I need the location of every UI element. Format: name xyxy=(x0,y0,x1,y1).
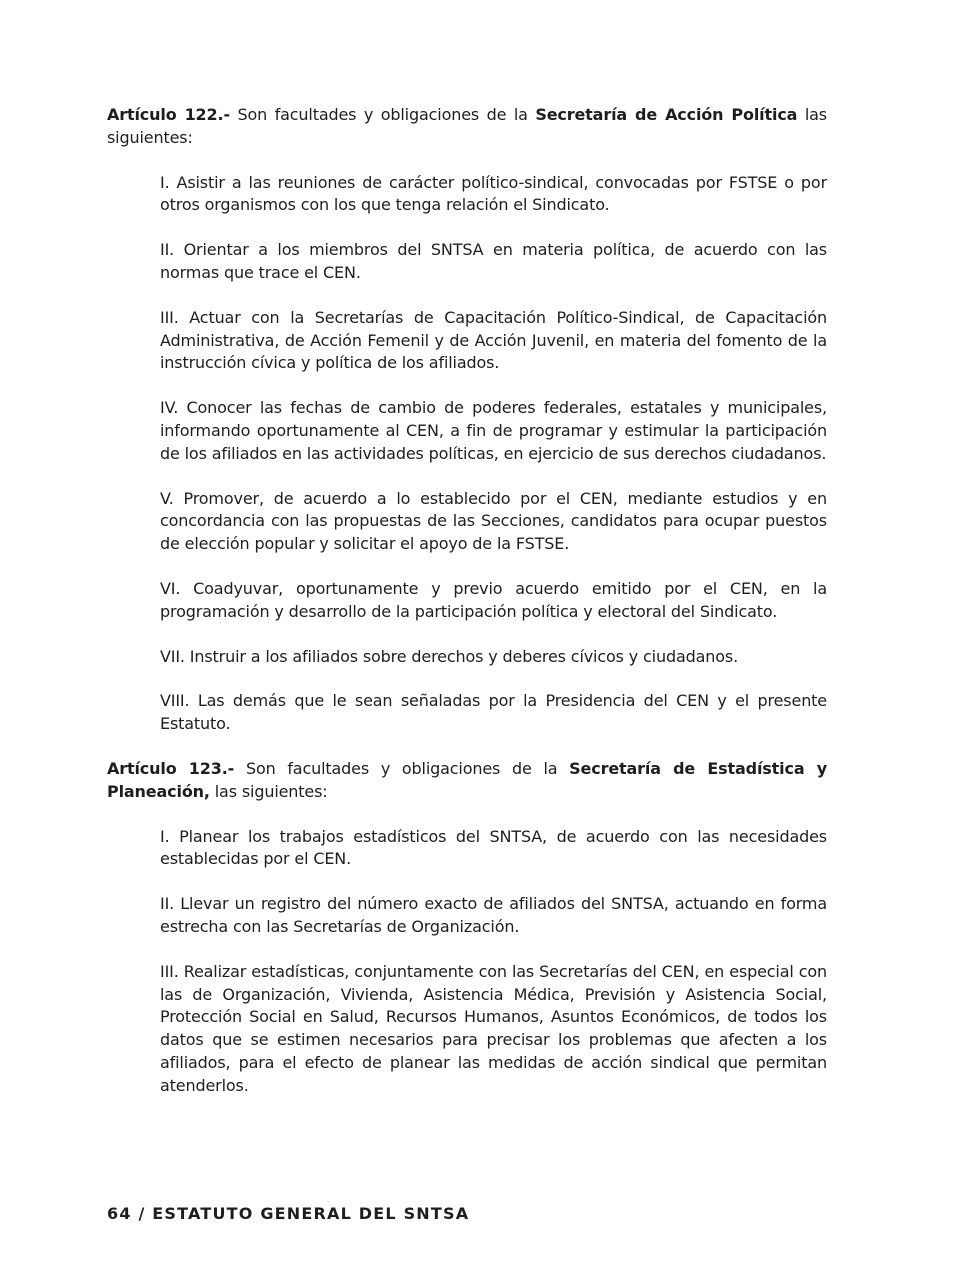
article-123-items xyxy=(160,826,827,1098)
article-secretaria: Secretaría de Acción Política xyxy=(535,105,798,124)
page-footer xyxy=(107,1204,469,1223)
article-tail: las siguientes: xyxy=(107,105,827,147)
article-intro: Son facultades y obligaciones de la xyxy=(237,105,528,124)
document-title: ESTATUTO GENERAL DEL SNTSA xyxy=(152,1204,470,1223)
list-item: III. Realizar estadísticas, conjuntamente con las Secretarías del CEN, en especial con las de Organización, Vivienda, Asistencia Médica, Previsión y Asistencia Social, Protección Social en Salud, Recursos Humanos, Asuntos Económicos, de todos los datos que se estimen necesarios para precisar los problemas que afecten a los afiliados, para el efecto de planear las medidas de acción sindical que permitan atenderlos. xyxy=(160,961,827,1095)
article-number: Artículo 123.- xyxy=(107,758,235,778)
list-item: III. Actuar con la Secretarías de Capacitación Político-Sindical, de Capacitación Administrativa, de Acción Femenil y de Acción Juvenil, en materia del fomento de la instrucción cívica y política de los afiliados. xyxy=(160,307,827,373)
list-item: II. Llevar un registro del número exacto de afiliados del SNTSA, actuando en forma estrecha con las Secretarías de Organización. xyxy=(160,894,827,936)
list-item: V. Promover, de acuerdo a lo establecido por el CEN, mediante estudios y en concordancia con las propuestas de las Secciones, candidatos para ocupar puestos de elección popular y solicitar el apoyo de la FSTSE. xyxy=(160,488,827,554)
article-secretaria: Secretaría de Estadística y Planeación, xyxy=(107,758,828,801)
list-item: VIII. Las demás que le sean señaladas por la Presidencia del CEN y el presente Estatuto. xyxy=(160,691,827,734)
article-number: Artículo 122.- xyxy=(107,105,230,124)
article-intro: Son facultades y obligaciones de la xyxy=(245,758,558,778)
list-item: VI. Coadyuvar, oportunamente y previo acuerdo emitido por el CEN, en la programación y desarrollo de la participación política y electoral del Sindicato. xyxy=(160,578,827,621)
footer-separator: / xyxy=(138,1204,146,1223)
page-body xyxy=(107,104,827,1120)
list-item: I. Planear los trabajos estadísticos del SNTSA, de acuerdo con las necesidades establecidas por el CEN. xyxy=(160,826,827,869)
page-number: 64 xyxy=(107,1204,132,1223)
list-item: VII. Instruir a los afiliados sobre derechos y deberes cívicos y ciudadanos. xyxy=(160,646,739,666)
list-item: IV. Conocer las fechas de cambio de poderes federales, estatales y municipales, informando oportunamente al CEN, a fin de programar y estimular la participación de los afiliados en las actividades políticas, en ejercicio de sus derechos ciudadanos. xyxy=(160,398,827,463)
article-tail: las siguientes: xyxy=(214,781,328,801)
article-122-heading xyxy=(107,104,827,150)
article-122-items xyxy=(160,172,827,736)
list-item: I. Asistir a las reuniones de carácter político-sindical, convocadas por FSTSE o por otros organismos con los que tenga relación el Sindicato. xyxy=(160,172,827,215)
list-item: II. Orientar a los miembros del SNTSA en materia política, de acuerdo con las normas que trace el CEN. xyxy=(160,240,827,282)
article-123-heading xyxy=(107,758,827,804)
